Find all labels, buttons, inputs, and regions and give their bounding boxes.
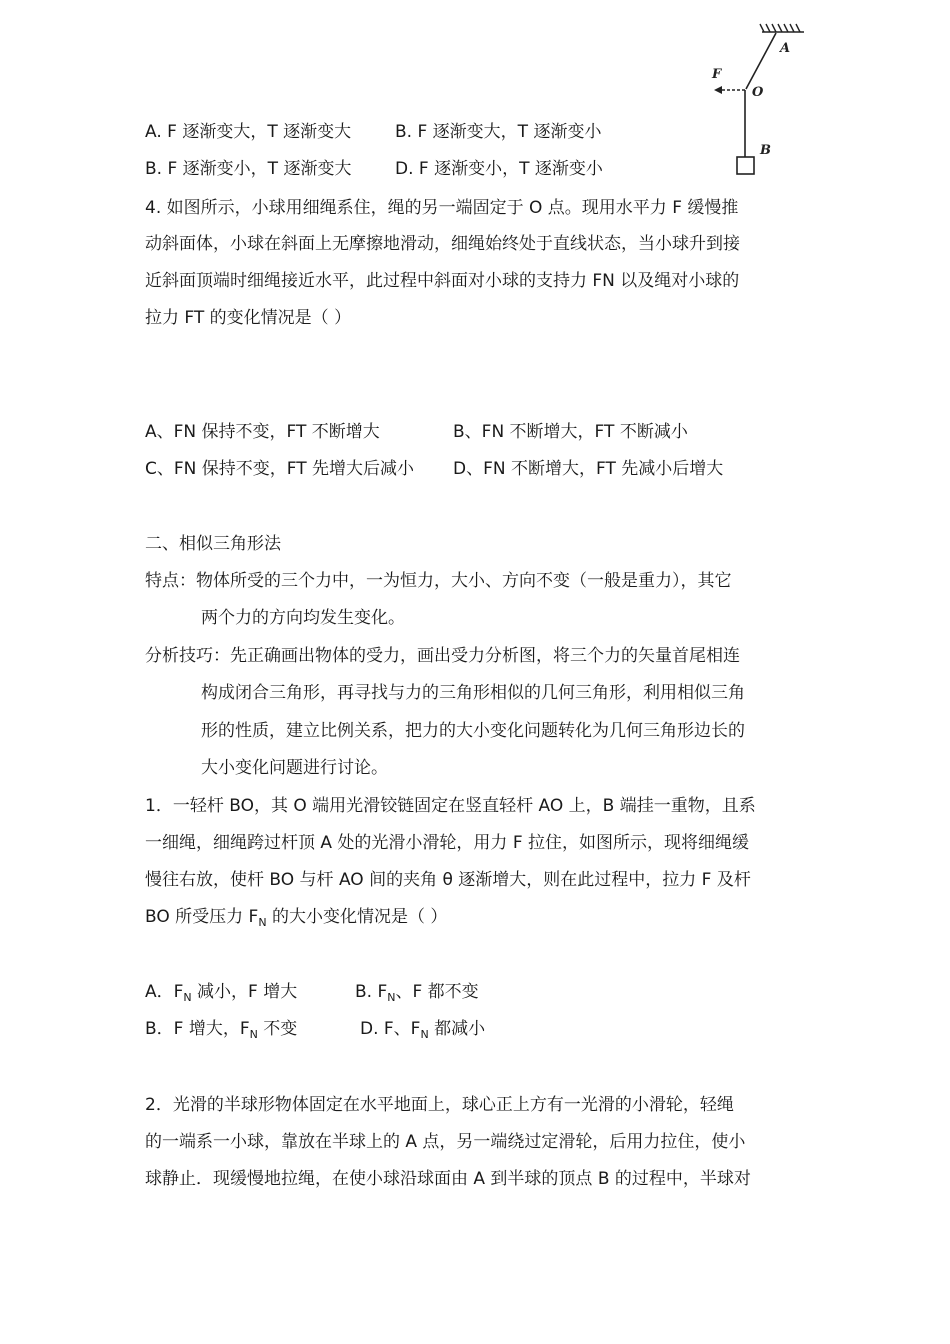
p1-option-d xyxy=(360,1017,485,1047)
q4-line: 拉力 FT 的变化情况是（ ） xyxy=(145,308,352,328)
opt-text: 都减小 xyxy=(428,1019,486,1039)
p1-option-c xyxy=(145,1017,297,1047)
p1-option-a xyxy=(145,980,297,1010)
q4-option-b: B、FN 不断增大，FT 不断减小 xyxy=(453,422,688,442)
q4-option-d: D、FN 不断增大，FT 先减小后增大 xyxy=(453,459,724,479)
p2-line: 的一端系一小球，靠放在半球上的 A 点，另一端绕过定滑轮，后用力拉住，使小 xyxy=(145,1132,746,1152)
opt-text: 、F 都不变 xyxy=(395,982,479,1002)
weight-block xyxy=(737,157,754,174)
p1-line4-pre: BO 所受压力 F xyxy=(145,907,259,927)
opt-text: 减小，F 增大 xyxy=(191,982,298,1002)
q3-option-a: A. F 逐渐变大，T 逐渐变大 xyxy=(145,122,352,142)
p1-line: 一细绳，细绳跨过杆顶 A 处的光滑小滑轮，用力 F 拉住，如图所示，现将细绳缓 xyxy=(145,833,750,853)
p2-line: 球静止．现缓慢地拉绳，在使小球沿球面由 A 到半球的顶点 B 的过程中，半球对 xyxy=(145,1169,751,1189)
q4-line: 近斜面顶端时细绳接近水平，此过程中斜面对小球的支持力 FN 以及绳对小球的 xyxy=(145,271,740,291)
opt-text: B．F 增大，F xyxy=(145,1019,250,1039)
p1-line: 慢往右放，使杆 BO 与杆 AO 间的夹角 θ 逐渐增大，则在此过程中，拉力 F 及杆 xyxy=(145,870,751,890)
p1-option-b xyxy=(355,980,479,1010)
q3-option-c: B. F 逐渐变小，T 逐渐变大 xyxy=(145,159,352,179)
subscript: N xyxy=(183,991,192,1004)
subscript: N xyxy=(258,916,267,929)
q4-line: 4. 如图所示，小球用细绳系住，绳的另一端固定于 O 点。现用水平力 F 缓慢推 xyxy=(145,198,739,218)
subscript: N xyxy=(249,1028,258,1041)
opt-text: D. F、F xyxy=(360,1019,421,1039)
p1-line4-post: 的大小变化情况是（ ） xyxy=(266,907,448,927)
rope-ao xyxy=(746,33,776,89)
opt-text: 不变 xyxy=(257,1019,298,1039)
p1-line: 1．一轻杆 BO，其 O 端用光滑铰链固定在竖直轻杆 AO 上，B 端挂一重物，且系 xyxy=(145,796,756,816)
label-o: O xyxy=(752,85,764,100)
opt-text: A．F xyxy=(145,982,184,1002)
subscript: N xyxy=(420,1028,429,1041)
label-b: B xyxy=(760,143,771,158)
opt-text: B. F xyxy=(355,982,388,1002)
q4-option-a: A、FN 保持不变，FT 不断增大 xyxy=(145,422,380,442)
technique-line: 大小变化问题进行讨论。 xyxy=(201,758,388,778)
q3-option-b: B. F 逐渐变大，T 逐渐变小 xyxy=(395,122,602,142)
q4-option-c: C、FN 保持不变，FT 先增大后减小 xyxy=(145,459,415,479)
arrow-head-icon xyxy=(714,86,722,94)
rope-diagram xyxy=(700,14,810,184)
technique-line: 构成闭合三角形，再寻找与力的三角形相似的几何三角形，利用相似三角 xyxy=(201,683,745,703)
subscript: N xyxy=(387,991,396,1004)
technique-line: 分析技巧：先正确画出物体的受力，画出受力分析图，将三个力的矢量首尾相连 xyxy=(145,646,740,666)
feature-line: 特点：物体所受的三个力中，一为恒力，大小、方向不变（一般是重力），其它 xyxy=(145,571,732,591)
q3-option-d: D. F 逐渐变小，T 逐渐变小 xyxy=(395,159,603,179)
label-a: A xyxy=(780,41,791,56)
p1-line xyxy=(145,905,447,935)
p2-line: 2．光滑的半球形物体固定在水平地面上，球心正上方有一光滑的小滑轮，轻绳 xyxy=(145,1095,734,1115)
ceiling-hatch xyxy=(760,24,804,32)
q4-line: 动斜面体，小球在斜面上无摩擦地滑动，细绳始终处于直线状态，当小球升到接 xyxy=(145,234,740,254)
label-f: F xyxy=(712,67,722,82)
technique-line: 形的性质，建立比例关系，把力的大小变化问题转化为几何三角形边长的 xyxy=(201,721,745,741)
feature-line: 两个力的方向均发生变化。 xyxy=(201,608,405,628)
section-heading: 二、相似三角形法 xyxy=(145,534,281,554)
